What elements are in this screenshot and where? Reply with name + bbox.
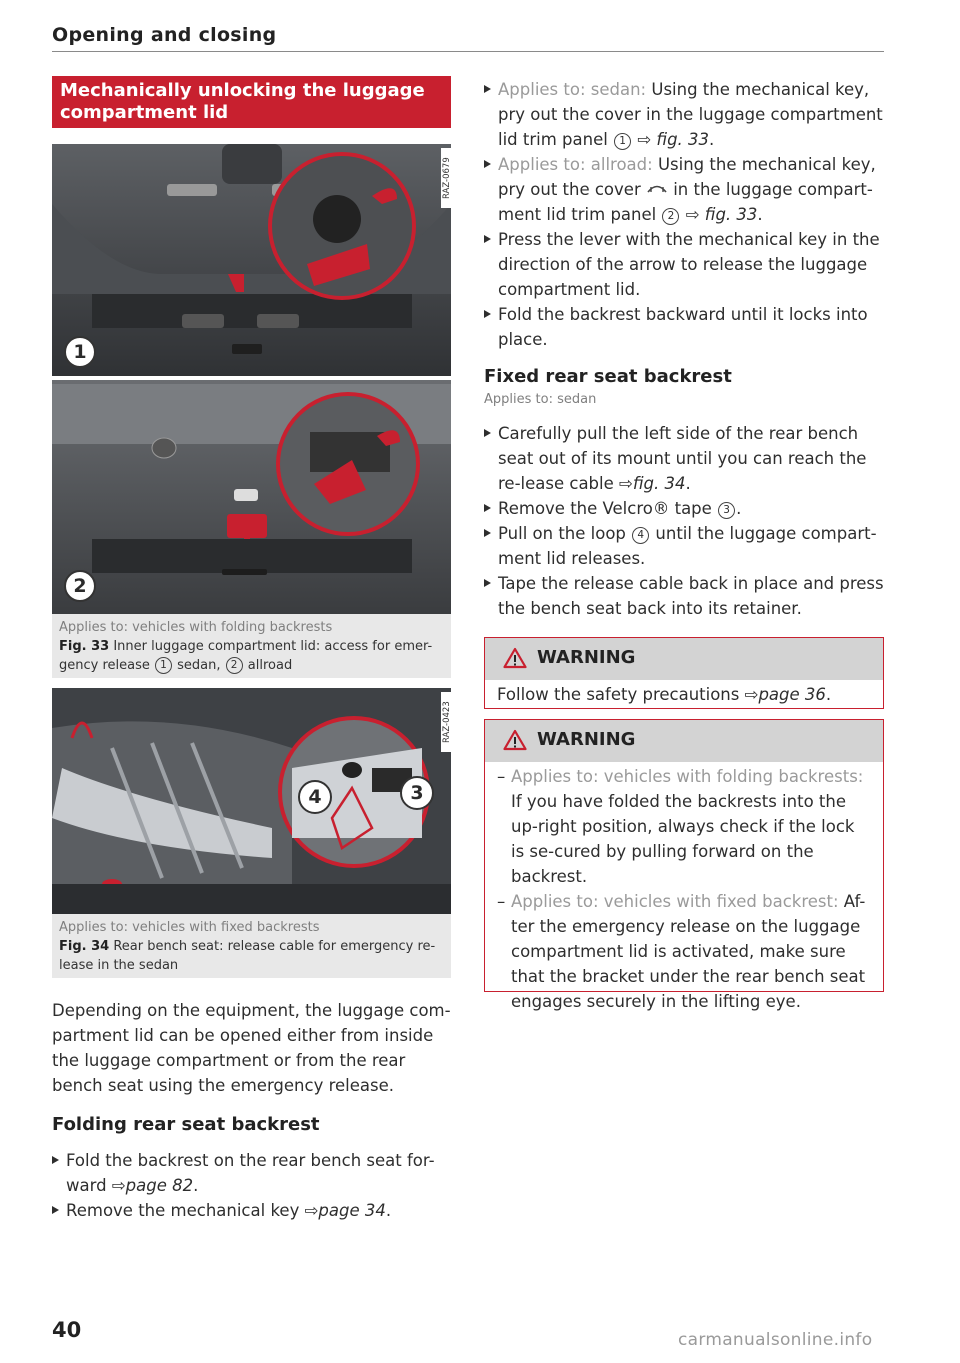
figure-34-applies: Applies to: vehicles with fixed backrests <box>59 920 320 935</box>
cover-icon <box>646 183 668 195</box>
figure-ref[interactable]: fig. 33 <box>656 130 710 149</box>
page-ref[interactable]: page 34 <box>318 1201 386 1220</box>
circled-number: 2 <box>226 657 243 674</box>
warning-label: WARNING <box>537 729 636 750</box>
intro-paragraph: Depending on the equipment, the luggage com-partment lid can be opened either from inside the luggage compartment or from the rear bench seat using the emergency release. <box>52 1001 451 1095</box>
page-ref[interactable]: page 82 <box>125 1176 194 1195</box>
right-steps <box>484 77 884 352</box>
figure-33-applies: Applies to: vehicles with folding backrests <box>59 620 333 635</box>
page-header-title: Opening and closing <box>52 24 277 46</box>
warning-label: WARNING <box>537 647 636 668</box>
folding-steps <box>52 1148 452 1223</box>
figure-ref[interactable]: fig. 34 <box>632 474 686 493</box>
fixed-heading: Fixed rear seat backrest <box>484 366 732 387</box>
figure-33-label: Fig. 33 <box>59 639 110 654</box>
warning-body <box>485 762 883 1020</box>
section-banner: Mechanically unlocking the luggage compartment lid <box>52 76 451 128</box>
circled-number: 2 <box>662 208 679 225</box>
warning-header <box>485 638 883 680</box>
figure-34-code: RAZ-0423 <box>441 692 453 752</box>
callout-2: 2 <box>64 570 96 602</box>
figure-33-caption: Applies to: vehicles with folding backrests Fig. 33 Inner luggage compartment lid: access for emer- gency release 1 sedan, 2 allroad <box>59 618 445 675</box>
figure-33-illustration <box>52 144 451 614</box>
warning-item-2: – Applies to: vehicles with fixed backrest: Af-ter the emergency release on the luggage compartment lid is activated, make sure that the bracket under the rear bench seat engages securely in the lifting eye. <box>497 889 871 1014</box>
figure-34-illustration <box>52 688 451 914</box>
figure-34-caption: Applies to: vehicles with fixed backrests Fig. 34 Rear bench seat: release cable for emergency re- lease in the sedan <box>59 918 445 975</box>
warning-box-1 <box>484 637 884 709</box>
warning-triangle-icon <box>503 729 527 751</box>
circled-number: 3 <box>718 502 735 519</box>
fixed-applies: Applies to: sedan <box>484 392 597 407</box>
right-step-3: Press the lever with the mechanical key in the direction of the arrow to release the luggage compartment lid. <box>484 227 884 302</box>
page-number: 40 <box>52 1318 82 1342</box>
warning-header <box>485 720 883 762</box>
fixed-steps <box>484 421 884 621</box>
figure-34-label: Fig. 34 <box>59 939 110 954</box>
figure-ref[interactable]: fig. 33 <box>704 205 758 224</box>
figure-34 <box>52 688 451 978</box>
page-ref[interactable]: page 36 <box>758 685 826 704</box>
fixed-step-3: Pull on the loop 4 until the luggage compart-ment lid releases. <box>484 521 884 571</box>
warning-box-2 <box>484 719 884 1011</box>
header-divider <box>52 51 884 52</box>
warning-body: Follow the safety precautions ⇨page 36. <box>497 685 832 704</box>
watermark: carmanualsonline.info <box>678 1330 873 1350</box>
folding-step-1: Fold the backrest on the rear bench seat for-ward ⇨page 82. <box>52 1148 452 1198</box>
figure-33-code: RAZ-0679 <box>441 148 453 208</box>
callout-3: 3 <box>400 776 434 810</box>
fixed-step-2: Remove the Velcro® tape 3 . <box>484 496 884 521</box>
callout-4: 4 <box>298 780 332 814</box>
circled-number: 4 <box>632 527 649 544</box>
fixed-step-1: Carefully pull the left side of the rear bench seat out of its mount until you can reach the re-lease cable ⇨fig. 34. <box>484 421 884 496</box>
figure-33 <box>52 144 451 678</box>
right-step-4: Fold the backrest backward until it locks into place. <box>484 302 884 352</box>
right-step-1: Applies to: sedan: Using the mechanical key, pry out the cover in the luggage compartment lid trim panel 1 ⇨ fig. 33. <box>484 77 884 152</box>
right-step-2: Applies to: allroad: Using the mechanical key, pry out the cover in the luggage compart-ment lid trim panel 2 ⇨ fig. 33. <box>484 152 884 227</box>
warning-item-1: – Applies to: vehicles with folding backrests: If you have folded the backrests into the up-right position, always check if the lock is se-cured by pulling forward on the backrest. <box>497 764 871 889</box>
folding-heading: Folding rear seat backrest <box>52 1114 320 1135</box>
folding-step-2: Remove the mechanical key ⇨page 34. <box>52 1198 452 1223</box>
warning-triangle-icon <box>503 647 527 669</box>
circled-number: 1 <box>614 133 631 150</box>
circled-number: 1 <box>155 657 172 674</box>
callout-1: 1 <box>64 336 96 368</box>
fixed-step-4: Tape the release cable back in place and press the bench seat back into its retainer. <box>484 571 884 621</box>
